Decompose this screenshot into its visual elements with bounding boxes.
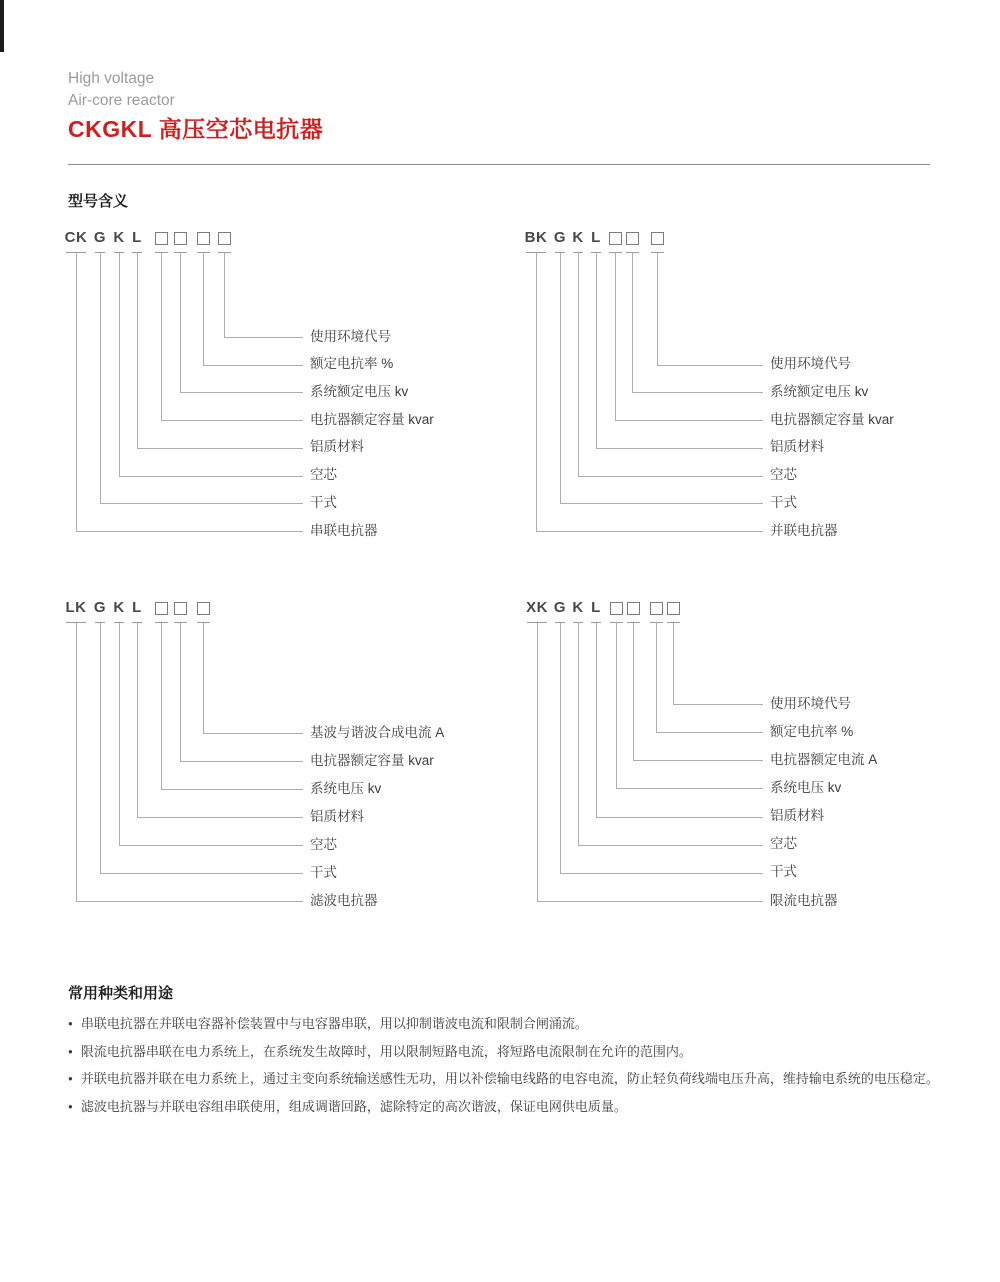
connector-vline bbox=[161, 623, 162, 790]
connector-vline bbox=[224, 253, 225, 338]
page-title: CKGKL 高压空芯电抗器 bbox=[68, 116, 324, 142]
connector-vline bbox=[180, 253, 181, 393]
usage-bullet-text: 滤波电抗器与并联电容组串联使用，组成调谐回路，滤除特定的高次谐波，保证电网供电质量。 bbox=[80, 1098, 627, 1114]
code-letter-ck: L bbox=[132, 229, 142, 246]
bullet-dot-icon: ● bbox=[68, 1074, 73, 1083]
code-meaning-label: 干式 bbox=[770, 494, 797, 510]
usage-bullet-item bbox=[68, 1100, 968, 1114]
usage-bullet-text: 串联电抗器在并联电容器补偿装置中与电容器串联，用以抑制谐波电流和限制合闸涌流。 bbox=[80, 1016, 588, 1031]
code-meaning-label: 额定电抗率 % bbox=[310, 356, 394, 372]
connector-hline bbox=[656, 732, 763, 733]
connector-vline bbox=[76, 623, 77, 902]
connector-vline bbox=[656, 623, 657, 733]
connector-hline bbox=[537, 901, 763, 902]
code-letter-bk: BK bbox=[524, 229, 548, 246]
connector-hline bbox=[578, 476, 763, 477]
code-meaning-label: 串联电抗器 bbox=[310, 522, 378, 538]
code-meaning-label: 电抗器额定容量 kvar bbox=[770, 411, 894, 427]
connector-vline bbox=[161, 253, 162, 421]
connector-hline bbox=[203, 733, 303, 734]
code-letter-bk: K bbox=[572, 229, 584, 246]
code-meaning-label: 系统电压 kv bbox=[310, 780, 382, 796]
code-meaning-label: 空芯 bbox=[770, 467, 797, 483]
code-box bbox=[197, 232, 210, 245]
code-box bbox=[610, 602, 623, 615]
code-meaning-label: 系统电压 kv bbox=[770, 779, 842, 795]
connector-hline bbox=[203, 365, 303, 366]
connector-vline bbox=[76, 253, 77, 532]
connector-hline bbox=[596, 448, 763, 449]
code-meaning-label: 铝质材料 bbox=[770, 439, 824, 455]
code-letter-xk: XK bbox=[526, 599, 548, 616]
code-meaning-label: 电抗器额定容量 kvar bbox=[310, 752, 434, 768]
usage-bullet-item bbox=[68, 1045, 968, 1059]
connector-hline bbox=[119, 476, 303, 477]
connector-hline bbox=[615, 420, 763, 421]
code-meaning-label: 空芯 bbox=[310, 836, 337, 852]
code-meaning-label: 基波与谐波合成电流 A bbox=[310, 724, 445, 740]
code-meaning-label: 电抗器额定容量 kvar bbox=[310, 411, 434, 427]
connector-hline bbox=[161, 420, 303, 421]
subtitle-english-line1: High voltage bbox=[68, 70, 155, 87]
usage-section-heading: 常用种类和用途 bbox=[68, 985, 174, 1002]
connector-vline bbox=[119, 253, 120, 477]
connector-vline bbox=[616, 623, 617, 789]
code-box bbox=[627, 602, 640, 615]
connector-vline bbox=[100, 253, 101, 504]
connector-vline bbox=[578, 253, 579, 477]
code-meaning-label: 空芯 bbox=[310, 467, 337, 483]
title-divider bbox=[68, 164, 930, 165]
code-letter-bk: G bbox=[553, 229, 567, 246]
connector-vline bbox=[657, 253, 658, 366]
code-meaning-label: 限流电抗器 bbox=[770, 892, 838, 908]
code-letter-bk: L bbox=[591, 229, 601, 246]
code-letter-ck: CK bbox=[64, 229, 88, 246]
code-meaning-label: 铝质材料 bbox=[770, 808, 824, 824]
code-meaning-label: 使用环境代号 bbox=[770, 356, 851, 372]
connector-vline bbox=[596, 623, 597, 818]
connector-hline bbox=[76, 901, 303, 902]
code-meaning-label: 干式 bbox=[310, 864, 337, 880]
connector-hline bbox=[657, 365, 763, 366]
page-edge-tab bbox=[0, 0, 4, 52]
connector-hline bbox=[180, 392, 303, 393]
connector-vline bbox=[578, 623, 579, 846]
connector-hline bbox=[119, 845, 303, 846]
bullet-dot-icon: ● bbox=[68, 1046, 73, 1056]
connector-vline bbox=[119, 623, 120, 846]
code-box bbox=[609, 232, 622, 245]
connector-hline bbox=[616, 788, 763, 789]
bullet-dot-icon: ● bbox=[68, 1101, 73, 1111]
code-letter-lk: K bbox=[113, 599, 125, 616]
connector-vline bbox=[633, 623, 634, 761]
code-meaning-label: 使用环境代号 bbox=[770, 695, 851, 711]
code-letter-lk: LK bbox=[65, 599, 87, 616]
code-meaning-label: 使用环境代号 bbox=[310, 328, 391, 344]
connector-hline bbox=[137, 817, 303, 818]
code-letter-lk: G bbox=[93, 599, 107, 616]
usage-bullet-text: 并联电抗器并联在电力系统上，通过主变向系统输送感性无功，用以补偿输电线路的电容电流，防止轻负荷线端电压升高，维持输电系统的电压稳定。 bbox=[80, 1071, 939, 1086]
code-meaning-label: 铝质材料 bbox=[310, 808, 364, 824]
code-meaning-label: 铝质材料 bbox=[310, 439, 364, 455]
connector-hline bbox=[180, 761, 303, 762]
connector-vline bbox=[537, 623, 538, 902]
connector-hline bbox=[224, 337, 303, 338]
connector-hline bbox=[560, 503, 763, 504]
code-letter-xk: L bbox=[591, 599, 601, 616]
connector-hline bbox=[137, 448, 303, 449]
code-box bbox=[155, 232, 168, 245]
code-letter-ck: K bbox=[113, 229, 125, 246]
connector-hline bbox=[560, 873, 763, 874]
model-section-heading: 型号含义 bbox=[68, 193, 129, 210]
code-meaning-label: 并联电抗器 bbox=[770, 522, 838, 538]
code-box bbox=[155, 602, 168, 615]
code-box bbox=[667, 602, 680, 615]
connector-hline bbox=[100, 873, 303, 874]
connector-hline bbox=[161, 789, 303, 790]
connector-hline bbox=[632, 392, 763, 393]
bullet-dot-icon: ● bbox=[68, 1019, 73, 1028]
connector-hline bbox=[633, 760, 763, 761]
connector-hline bbox=[100, 503, 303, 504]
code-letter-lk: L bbox=[132, 599, 142, 616]
code-box bbox=[174, 232, 187, 245]
usage-bullet-item bbox=[68, 1017, 968, 1031]
connector-vline bbox=[615, 253, 616, 421]
connector-hline bbox=[673, 704, 763, 705]
code-meaning-label: 滤波电抗器 bbox=[310, 892, 378, 908]
connector-vline bbox=[203, 623, 204, 734]
connector-vline bbox=[673, 623, 674, 705]
code-letter-xk: K bbox=[572, 599, 584, 616]
connector-vline bbox=[203, 253, 204, 366]
connector-vline bbox=[536, 253, 537, 532]
subtitle-english-line2: Air-core reactor bbox=[68, 92, 175, 109]
connector-vline bbox=[180, 623, 181, 762]
connector-hline bbox=[76, 531, 303, 532]
code-box bbox=[197, 602, 210, 615]
code-meaning-label: 干式 bbox=[770, 864, 797, 880]
code-meaning-label: 空芯 bbox=[770, 836, 797, 852]
usage-list bbox=[68, 1017, 968, 1127]
connector-vline bbox=[137, 253, 138, 449]
code-meaning-label: 系统额定电压 kv bbox=[770, 383, 869, 399]
code-box bbox=[626, 232, 639, 245]
connector-vline bbox=[100, 623, 101, 874]
connector-vline bbox=[560, 253, 561, 504]
code-meaning-label: 系统额定电压 kv bbox=[310, 383, 409, 399]
connector-vline bbox=[137, 623, 138, 818]
code-box bbox=[651, 232, 664, 245]
connector-vline bbox=[632, 253, 633, 393]
usage-bullet-item bbox=[68, 1072, 968, 1086]
connector-hline bbox=[596, 817, 763, 818]
usage-bullet-text: 限流电抗器串联在电力系统上，在系统发生故障时，用以限制短路电流，将短路电流限制在允许的范围内。 bbox=[80, 1043, 692, 1059]
code-box bbox=[650, 602, 663, 615]
code-box bbox=[218, 232, 231, 245]
connector-hline bbox=[536, 531, 763, 532]
code-meaning-label: 干式 bbox=[310, 494, 337, 510]
code-meaning-label: 电抗器额定电流 A bbox=[770, 751, 878, 767]
code-meaning-label: 额定电抗率 % bbox=[770, 723, 854, 739]
connector-vline bbox=[560, 623, 561, 874]
connector-hline bbox=[578, 845, 763, 846]
code-box bbox=[174, 602, 187, 615]
code-letter-xk: G bbox=[553, 599, 567, 616]
code-letter-ck: G bbox=[93, 229, 107, 246]
connector-vline bbox=[596, 253, 597, 449]
